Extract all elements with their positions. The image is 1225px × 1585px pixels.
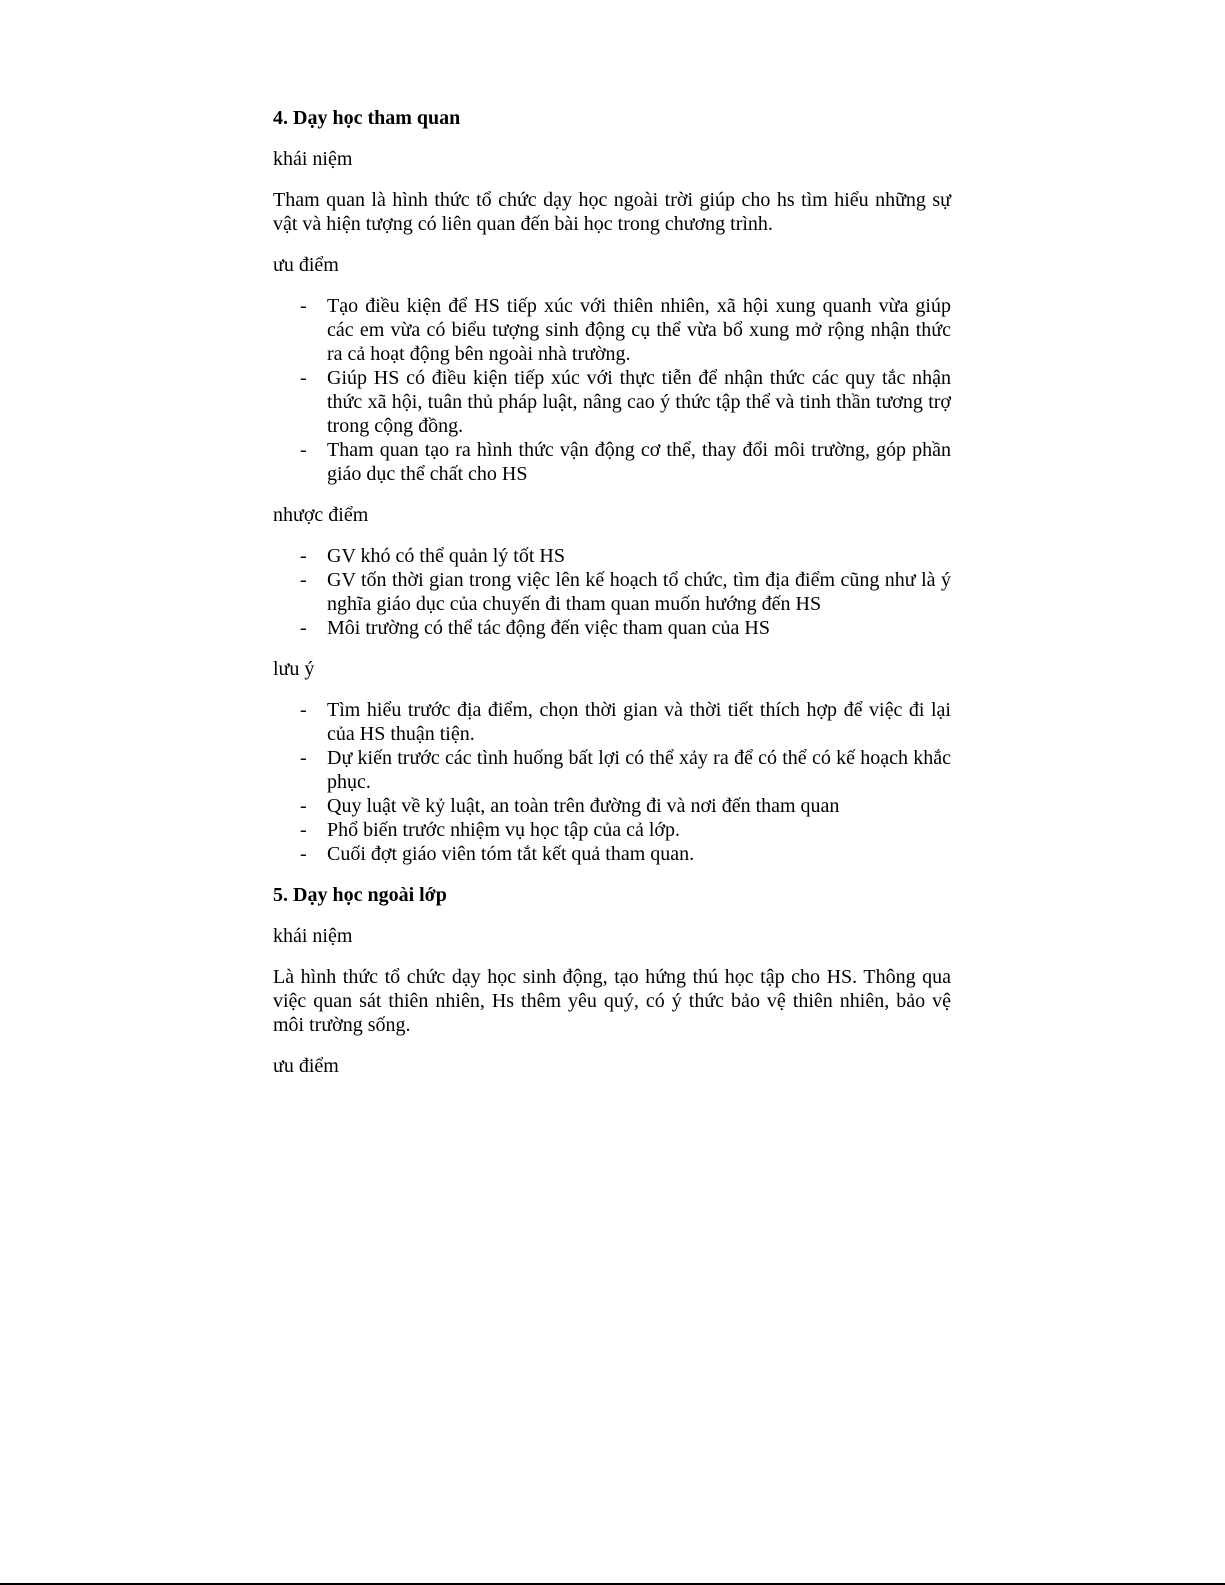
list-item-text: Tạo điều kiện để HS tiếp xúc với thiên nhiên, xã hội xung quanh vừa giúp các em vừa có biểu tượng sinh động cụ thể vừa bổ xung mở rộng nhận thức ra cả hoạt động bên ngoài nhà trường. bbox=[327, 295, 951, 365]
section-5-definition-text: Là hình thức tổ chức dạy học sinh động, tạo hứng thú học tập cho HS. Thông qua việc quan sát thiên nhiên, Hs thêm yêu quý, có ý thức bảo vệ thiên nhiên, bảo vệ môi trường sống. bbox=[273, 966, 951, 1036]
bullet-dash: - bbox=[300, 795, 307, 817]
section-4-disadvantages-list bbox=[273, 544, 951, 640]
bullet-dash: - bbox=[300, 569, 307, 591]
section-4-advantages-label: ưu điểm bbox=[273, 254, 339, 276]
section-5-heading: 5. Dạy học ngoài lớp bbox=[273, 884, 447, 906]
bullet-dash: - bbox=[300, 699, 307, 721]
list-item bbox=[273, 568, 951, 616]
section-4-advantages-list bbox=[273, 294, 951, 486]
list-item bbox=[273, 438, 951, 486]
section-4-disadvantages-label: nhược điểm bbox=[273, 504, 369, 526]
section-4-definition-text: Tham quan là hình thức tổ chức dạy học ngoài trời giúp cho hs tìm hiểu những sự vật và hiện tượng có liên quan đến bài học trong chương trình. bbox=[273, 189, 951, 235]
list-item bbox=[273, 544, 951, 568]
list-item-text: Phổ biến trước nhiệm vụ học tập của cả lớp. bbox=[327, 819, 681, 841]
section-4-heading: 4. Dạy học tham quan bbox=[273, 107, 461, 129]
bullet-dash: - bbox=[300, 439, 307, 461]
list-item bbox=[273, 366, 951, 438]
list-item bbox=[273, 616, 951, 640]
list-item bbox=[273, 842, 951, 866]
list-item bbox=[273, 818, 951, 842]
bullet-dash: - bbox=[300, 747, 307, 769]
section-4-definition-label: khái niệm bbox=[273, 148, 353, 170]
bullet-dash: - bbox=[300, 843, 307, 865]
section-5-definition-label: khái niệm bbox=[273, 925, 353, 947]
list-item-text: Môi trường có thể tác động đến việc tham quan của HS bbox=[327, 617, 770, 639]
list-item bbox=[273, 294, 951, 366]
bullet-dash: - bbox=[300, 545, 307, 567]
list-item-text: Quy luật về kỷ luật, an toàn trên đường đi và nơi đến tham quan bbox=[327, 795, 840, 817]
bullet-dash: - bbox=[300, 295, 307, 317]
section-4-notes-label: lưu ý bbox=[273, 658, 315, 680]
bullet-dash: - bbox=[300, 367, 307, 389]
list-item-text: Tham quan tạo ra hình thức vận động cơ thể, thay đổi môi trường, góp phần giáo dục thể chất cho HS bbox=[327, 439, 951, 485]
bullet-dash: - bbox=[300, 819, 307, 841]
list-item bbox=[273, 794, 951, 818]
bullet-dash: - bbox=[300, 617, 307, 639]
list-item-text: Giúp HS có điều kiện tiếp xúc với thực tiễn để nhận thức các quy tắc nhận thức xã hội, tuân thủ pháp luật, nâng cao ý thức tập thể và tinh thần tương trợ trong cộng đồng. bbox=[327, 367, 951, 437]
list-item-text: GV tốn thời gian trong việc lên kế hoạch tổ chức, tìm địa điểm cũng như là ý nghĩa giáo dục của chuyến đi tham quan muốn hướng đến HS bbox=[327, 569, 951, 615]
list-item-text: Tìm hiểu trước địa điểm, chọn thời gian và thời tiết thích hợp để việc đi lại của HS thuận tiện. bbox=[327, 699, 951, 745]
document-page bbox=[273, 106, 951, 1095]
list-item-text: Dự kiến trước các tình huống bất lợi có thể xảy ra để có thể có kế hoạch khắc phục. bbox=[327, 747, 951, 793]
list-item-text: GV khó có thể quản lý tốt HS bbox=[327, 545, 565, 567]
list-item-text: Cuối đợt giáo viên tóm tắt kết quả tham quan. bbox=[327, 843, 695, 865]
section-4-notes-list bbox=[273, 698, 951, 866]
list-item bbox=[273, 698, 951, 746]
list-item bbox=[273, 746, 951, 794]
section-5-advantages-label: ưu điểm bbox=[273, 1055, 339, 1077]
